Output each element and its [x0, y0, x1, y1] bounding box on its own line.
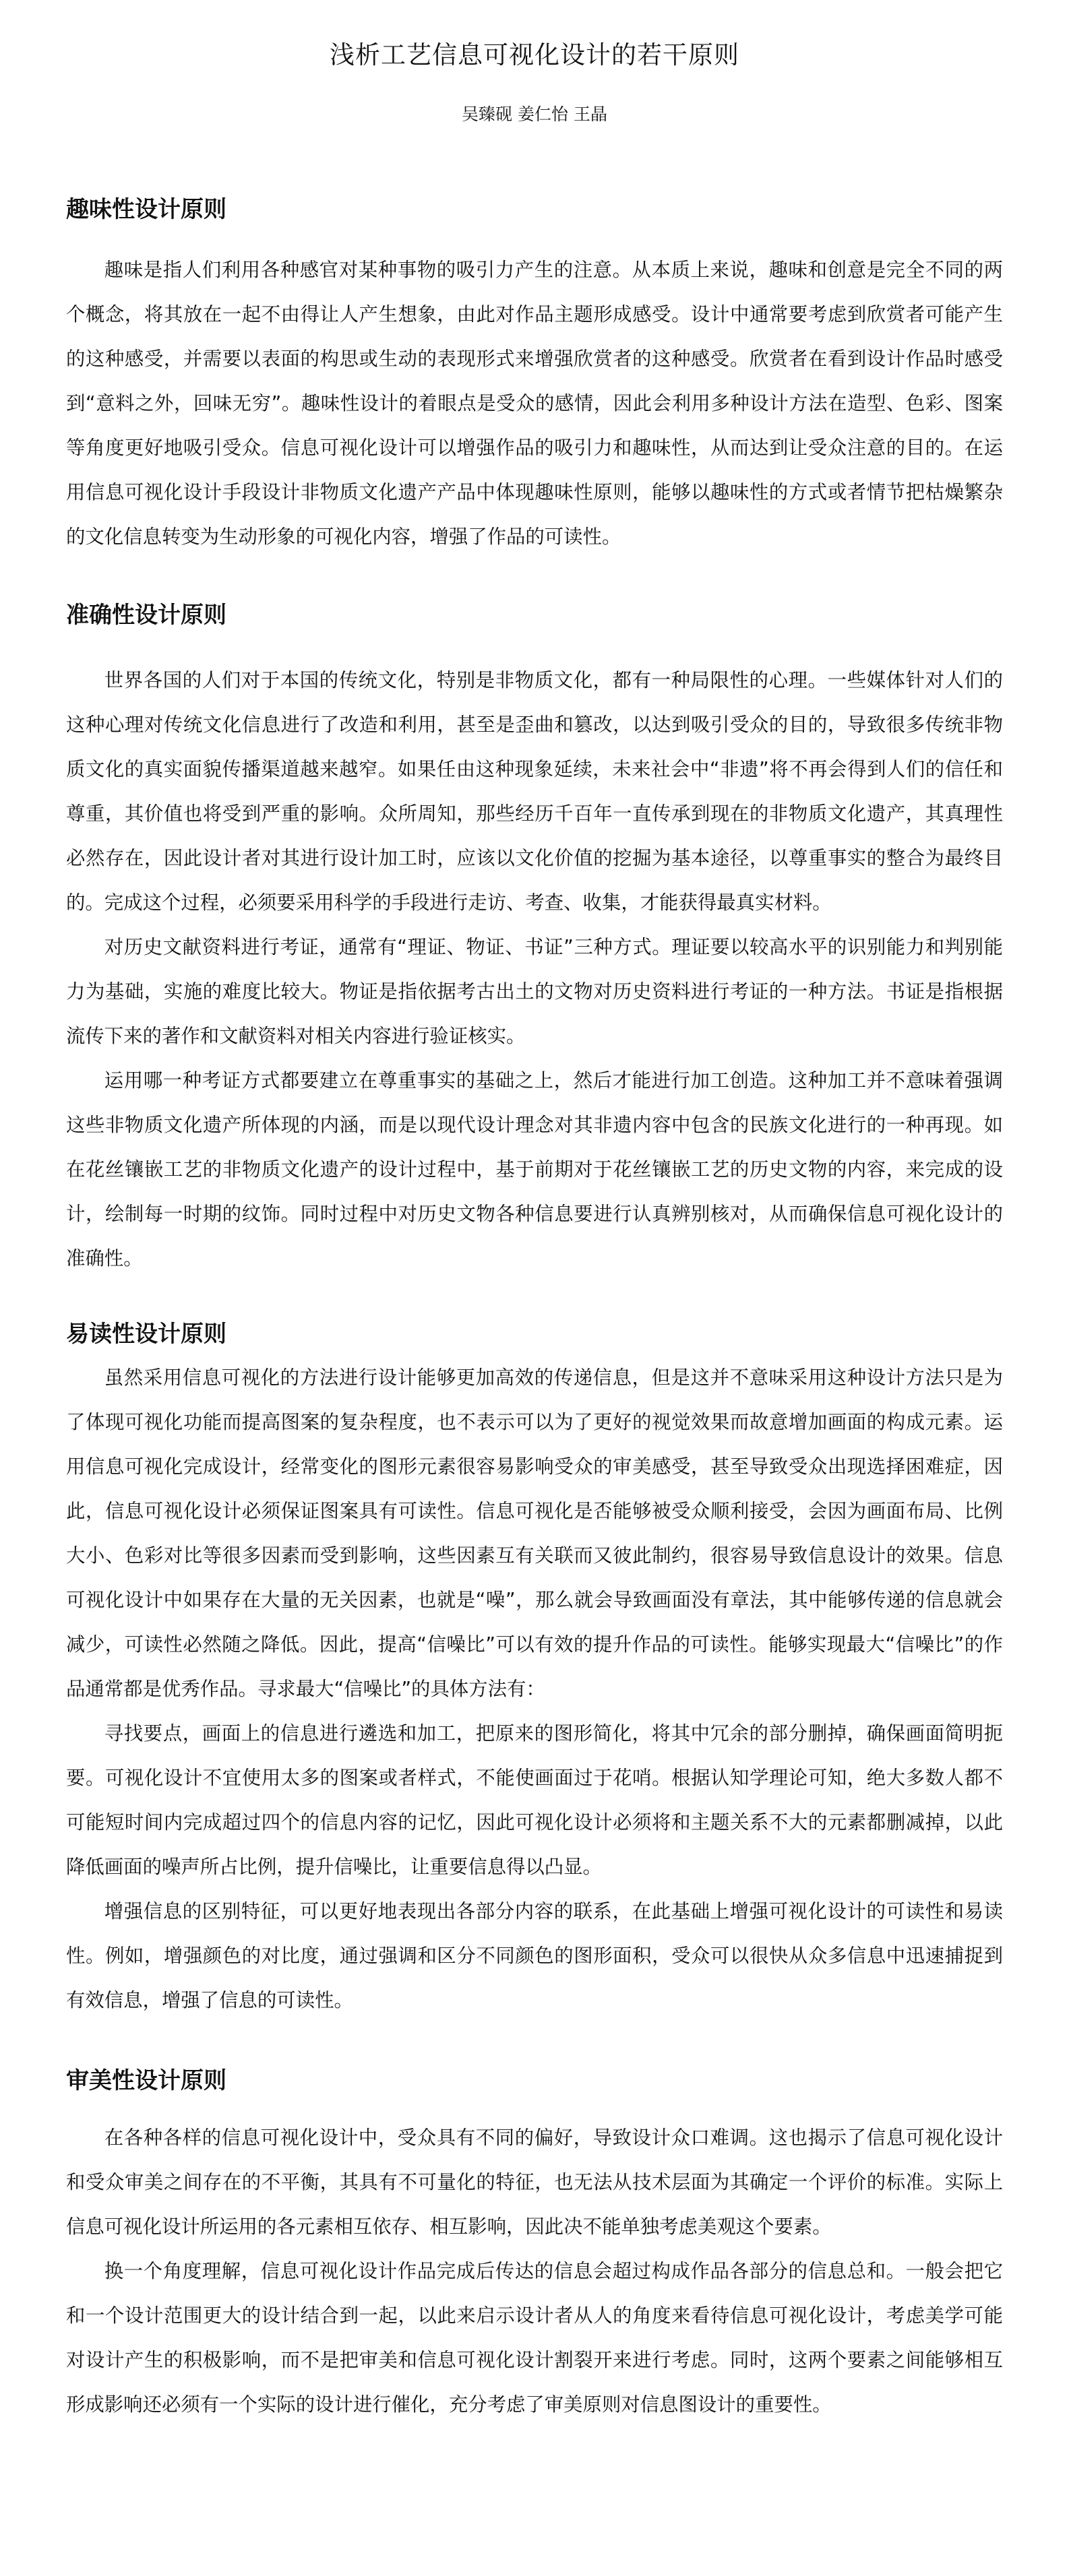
article-authors: 吴臻砚 姜仁怡 王晶 — [462, 104, 607, 124]
paragraph: 寻找要点，画面上的信息进行遴选和加工，把原来的图形简化，将其中冗余的部分删掉，确保画面简明扼要。可视化设计不宜使用太多的图案或者样式，不能使画面过于花哨。根据认知学理论可知，绝大多数人都不可能短时间内完成超过四个的信息内容的记忆，因此可视化设计必须将和主题关系不大的元素都删减掉，以此降低画面的噪声所占比例，提升信噪比，让重要信息得以凸显。 — [66, 1722, 1003, 1878]
paragraph: 运用哪一种考证方式都要建立在尊重事实的基础之上，然后才能进行加工创造。这种加工并不意味着强调这些非物质文化遗产所体现的内涵，而是以现代设计理念对其非遗内容中包含的民族文化进行的一种再现。如在花丝镶嵌工艺的非物质文化遗产的设计过程中，基于前期对于花丝镶嵌工艺的历史文物的内容，来完成的设计，绘制每一时期的纹饰。同时过程中对历史文物各种信息要进行认真辨别核对，从而确保信息可视化设计的准确性。 — [66, 1069, 1003, 1269]
section-heading: 准确性设计原则 — [66, 602, 226, 629]
section-interest-principle — [66, 193, 1003, 559]
paragraph: 换一个角度理解，信息可视化设计作品完成后传达的信息会超过构成作品各部分的信息总和。一般会把它和一个设计范围更大的设计结合到一起，以此来启示设计者从人的角度来看待信息可视化设计，考虑美学可能对设计产生的积极影响，而不是把审美和信息可视化设计割裂开来进行考虑。同时，这两个要素之间能够相互形成影响还必须有一个实际的设计进行催化，充分考虑了审美原则对信息图设计的重要性。 — [66, 2260, 1003, 2416]
section-aesthetic-principle — [66, 2065, 1003, 2427]
paragraph: 在各种各样的信息可视化设计中，受众具有不同的偏好，导致设计众口难调。这也揭示了信息可视化设计和受众审美之间存在的不平衡，其具有不可量化的特征，也无法从技术层面为其确定一个评价的标准。实际上信息可视化设计所运用的各元素相互依存、相互影响，因此决不能单独考虑美观这个要素。 — [66, 2127, 1003, 2238]
section-heading: 易读性设计原则 — [66, 1321, 226, 1348]
paragraph: 世界各国的人们对于本国的传统文化，特别是非物质文化，都有一种局限性的心理。一些媒体针对人们的这种心理对传统文化信息进行了改造和利用，甚至是歪曲和篡改，以达到吸引受众的目的，导致很多传统非物质文化的真实面貌传播渠道越来越窄。如果任由这种现象延续，未来社会中“非遗”将不再会得到人们的信任和尊重，其价值也将受到严重的影响。众所周知，那些经历千百年一直传承到现在的非物质文化遗产，其真理性必然存在，因此设计者对其进行设计加工时，应该以文化价值的挖掘为基本途径，以尊重事实的整合为最终目的。完成这个过程，必须要采用科学的手段进行走访、考查、收集，才能获得最真实材料。 — [66, 669, 1003, 914]
section-heading: 趣味性设计原则 — [66, 196, 226, 223]
article-title: 浅析工艺信息可视化设计的若干原则 — [330, 40, 739, 69]
paragraph: 对历史文献资料进行考证，通常有“理证、物证、书证”三种方式。理证要以较高水平的识别能力和判别能力为基础，实施的难度比较大。物证是指依据考古出土的文物对历史资料进行考证的一种方法。书证是指根据流传下来的著作和文献资料对相关内容进行验证核实。 — [66, 936, 1003, 1047]
paragraph: 趣味是指人们利用各种感官对某种事物的吸引力产生的注意。从本质上来说，趣味和创意是完全不同的两个概念，将其放在一起不由得让人产生想象，由此对作品主题形成感受。设计中通常要考虑到欣赏者可能产生的这种感受，并需要以表面的构思或生动的表现形式来增强欣赏者的这种感受。欣赏者在看到设计作品时感受到“意料之外，回味无穷”。趣味性设计的着眼点是受众的感情，因此会利用多种设计方法在造型、色彩、图案等角度更好地吸引受众。信息可视化设计可以增强作品的吸引力和趣味性，从而达到让受众注意的目的。在运用信息可视化设计手段设计非物质文化遗产产品中体现趣味性原则，能够以趣味性的方式或者情节把枯燥繁杂的文化信息转变为生动形象的可视化内容，增强了作品的可读性。 — [66, 259, 1003, 548]
paragraph: 增强信息的区别特征，可以更好地表现出各部分内容的联系，在此基础上增强可视化设计的可读性和易读性。例如，增强颜色的对比度，通过强调和区分不同颜色的图形面积，受众可以很快从众多信息中迅速捕捉到有效信息，增强了信息的可读性。 — [66, 1900, 1003, 2011]
paragraph: 虽然采用信息可视化的方法进行设计能够更加高效的传递信息，但是这并不意味采用这种设计方法只是为了体现可视化功能而提高图案的复杂程度，也不表示可以为了更好的视觉效果而故意增加画面的构成元素。运用信息可视化完成设计，经常变化的图形元素很容易影响受众的审美感受，甚至导致受众出现选择困难症，因此，信息可视化设计必须保证图案具有可读性。信息可视化是否能够被受众顺利接受，会因为画面布局、比例大小、色彩对比等很多因素而受到影响，这些因素互有关联而又彼此制约，很容易导致信息设计的效果。信息可视化设计中如果存在大量的无关因素，也就是“噪”，那么就会导致画面没有章法，其中能够传递的信息就会减少，可读性必然随之降低。因此，提高“信噪比”可以有效的提升作品的可读性。能够实现最大“信噪比”的作品通常都是优秀作品。寻求最大“信噪比”的具体方法有： — [66, 1366, 1003, 1700]
section-readability-principle — [66, 1318, 1003, 2023]
section-heading: 审美性设计原则 — [66, 2067, 226, 2094]
section-accuracy-principle — [66, 599, 1003, 1281]
